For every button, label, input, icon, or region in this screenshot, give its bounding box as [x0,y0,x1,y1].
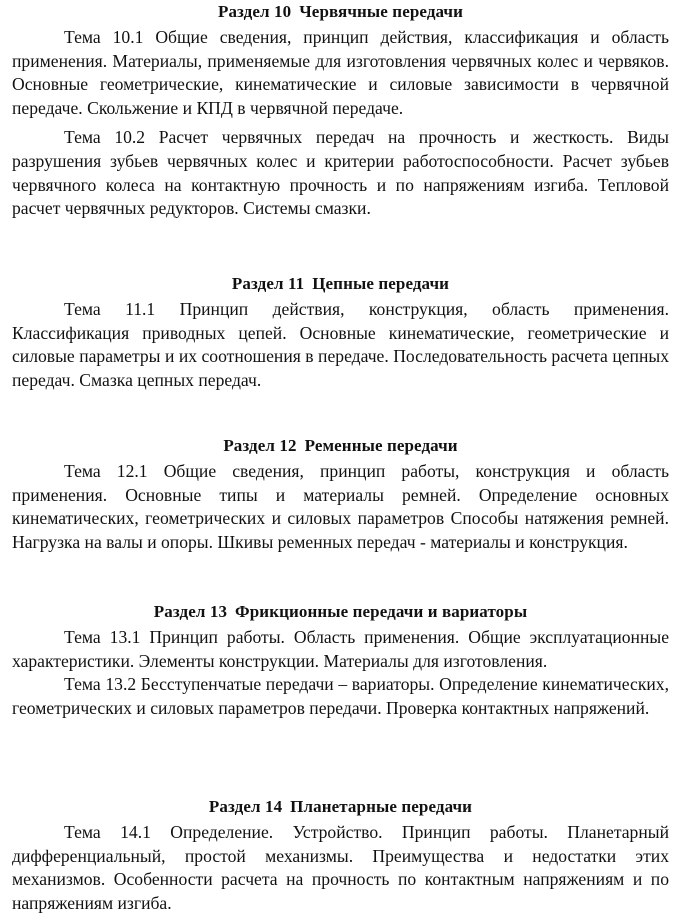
topic-paragraph: Тема 13.2 Бесступенчатые передачи – вариаторы. Определение кинематических, геометрических и силовых параметров передачи. Проверка контактных напряжений. [12,674,669,718]
section-name: Ременные передачи [304,436,458,455]
section-14 [12,797,669,915]
section-name: Планетарные передачи [290,797,473,816]
section-title [12,602,669,622]
topic-paragraph: Тема 14.1 Определение. Устройство. Принцип работы. Планетарный дифференциальный, простой механизмы. Преимущества и недостатки этих механизмов. Особенности расчета на прочность по контактным напряжениям и по напряжениям изгиба. [12,822,669,913]
section-name: Червячные передачи [299,2,464,21]
topic-paragraph: Тема 11.1 Принцип действия, конструкция, область применения. Классификация приводных цепей. Основные кинематические, геометрические и силовые параметры и их соотношения в передаче. Последовательность расчета цепных передач. Смазка цепных передач. [12,299,669,390]
section-title [12,2,669,22]
section-10 [12,2,669,221]
section-number: Раздел 13 [153,602,228,621]
section-number: Раздел 11 [231,274,305,293]
section-title [12,797,669,817]
topic-paragraph: Тема 10.2 Расчет червячных передач на прочность и жесткость. Виды разрушения зубьев червячных колес и критерии работоспособности. Расчет зубьев червячного колеса на контактную прочность и по напряжениям изгиба. Тепловой расчет червячных редукторов. Системы смазки. [12,127,669,219]
section-11 [12,274,669,392]
section-12 [12,436,669,554]
section-13 [12,602,669,720]
section-title [12,436,669,456]
topic-paragraph: Тема 13.1 Принцип работы. Область применения. Общие эксплуатационные характеристики. Элементы конструкции. Материалы для изготовления. [12,627,669,671]
section-number: Раздел 10 [217,2,292,21]
topic-paragraph: Тема 12.1 Общие сведения, принцип работы, конструкция и область применения. Основные типы и материалы ремней. Определение основных кинематических, геометрических и силовых параметров Способы натяжения ремней. Нагрузка на валы и опоры. Шкивы ременных передач - материалы и конструкция. [12,461,669,552]
section-name: Фрикционные передачи и вариаторы [235,602,528,621]
section-number: Раздел 12 [223,436,297,455]
topic-paragraph: Тема 10.1 Общие сведения, принцип действия, классификация и область применения. Материалы, применяемые для изготовления червячных колес и червяков. Основные геометрические, кинематические и силовые зависимости в червячной передаче. Скольжение и КПД в червячной передаче. [12,27,669,118]
section-title [12,274,669,294]
section-number: Раздел 14 [208,797,283,816]
section-name: Цепные передачи [312,274,450,293]
